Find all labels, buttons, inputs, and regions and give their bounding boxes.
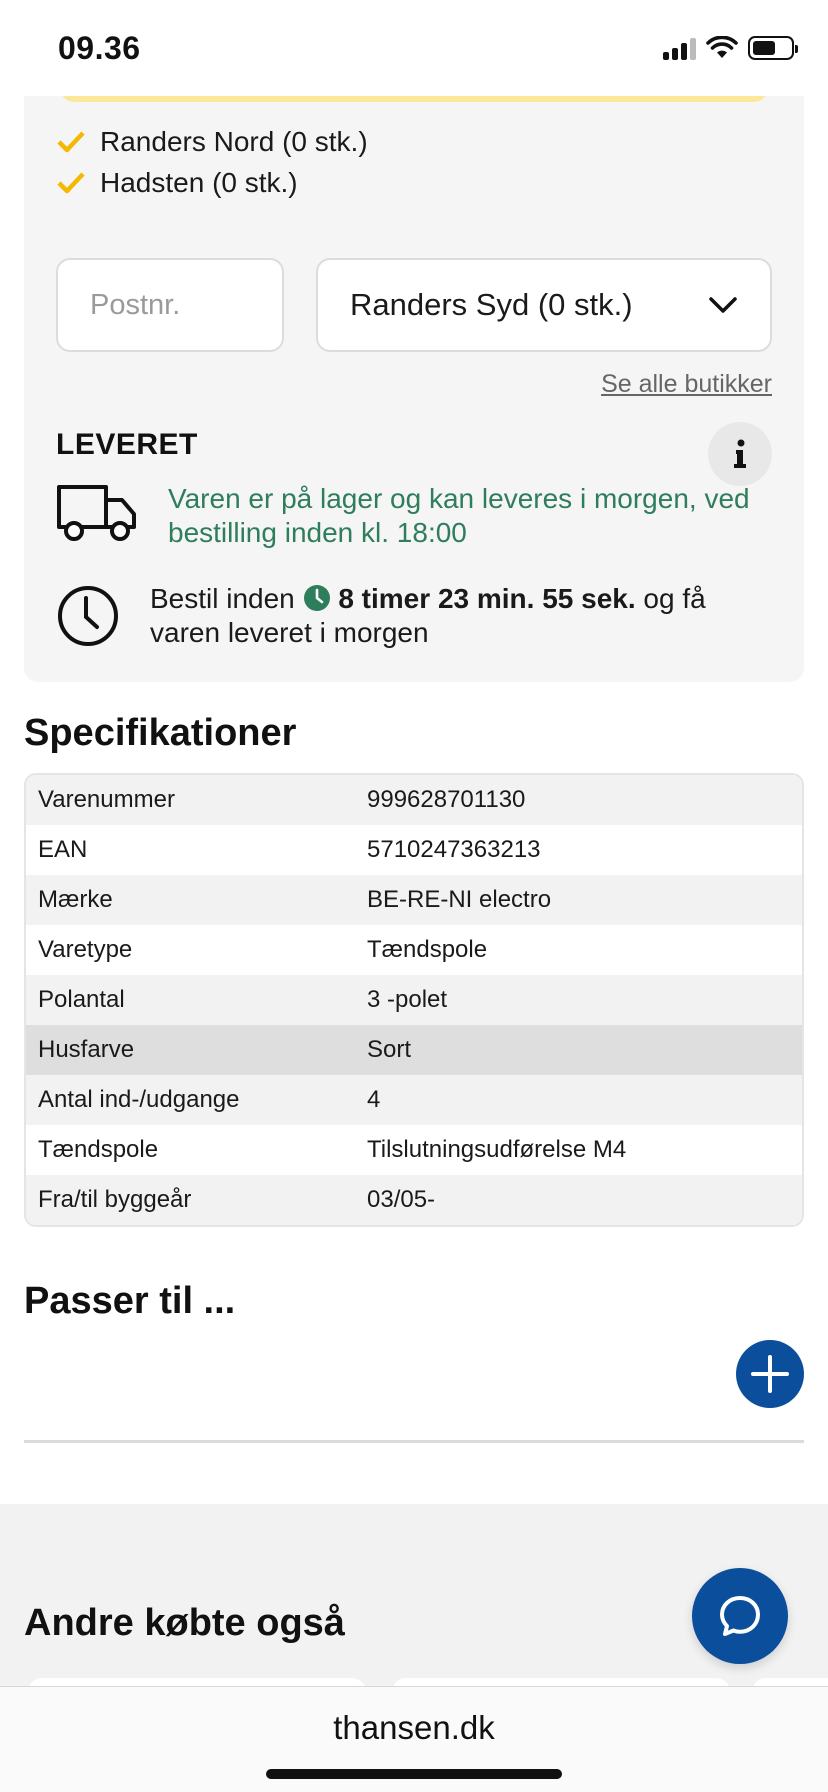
store-item: [56, 167, 298, 199]
specifications-title: Specifikationer: [24, 712, 297, 754]
info-icon: [733, 439, 747, 469]
table-row: Antal ind-/udgange 4: [26, 1075, 802, 1125]
table-row: Husfarve Sort: [26, 1025, 802, 1075]
divider: [24, 1440, 804, 1443]
url-text[interactable]: thansen.dk: [333, 1709, 495, 1746]
countdown-hours: 8 timer: [338, 583, 431, 614]
cellular-signal-icon: [663, 36, 696, 60]
clock-icon: [56, 584, 120, 648]
see-all-stores-link[interactable]: Se alle butikker: [601, 370, 772, 398]
table-row: Polantal 3 -polet: [26, 975, 802, 1025]
check-icon: [56, 127, 86, 157]
delivery-title: LEVERET: [56, 428, 198, 461]
status-time: 09.36: [58, 30, 141, 66]
chat-bubble-icon: [717, 1593, 763, 1639]
table-row: EAN 5710247363213: [26, 825, 802, 875]
store-select-value: Randers Syd (0 stk.): [350, 287, 633, 322]
countdown-text: Bestil inden 8 timer 23 min. 55 sek. og få varen leveret i morgen: [150, 583, 706, 648]
postnr-input[interactable]: [56, 258, 284, 352]
delivery-message: Varen er på lager og kan leveres i morgen, ved bestilling inden kl. 18:00: [168, 483, 750, 548]
store-item: [56, 126, 368, 158]
truck-icon: [56, 482, 138, 544]
fits-title: Passer til ...: [24, 1280, 236, 1322]
store-name: Hadsten (0 stk.): [100, 167, 298, 198]
home-indicator: [266, 1769, 562, 1779]
others-bought-title: Andre købte også: [24, 1602, 345, 1644]
table-row: Fra/til byggeår 03/05-: [26, 1175, 802, 1225]
battery-icon: [748, 36, 794, 60]
store-select[interactable]: [316, 258, 772, 352]
wifi-icon: [706, 36, 738, 60]
table-row: Mærke BE-RE-NI electro: [26, 875, 802, 925]
status-icons: [663, 36, 794, 60]
plus-icon: [750, 1354, 790, 1394]
store-stock-card: [24, 82, 804, 682]
expand-fits-button[interactable]: [736, 1340, 804, 1408]
info-button[interactable]: [708, 422, 772, 486]
status-bar: [0, 0, 828, 96]
chat-button[interactable]: [692, 1568, 788, 1664]
countdown-seconds: 55 sek.: [542, 583, 636, 614]
chevron-down-icon: [708, 295, 738, 315]
table-row: Tændspole Tilslutningsudførelse M4: [26, 1125, 802, 1175]
countdown-info: [56, 582, 772, 650]
countdown-minutes: 23 min.: [437, 583, 535, 614]
store-name: Randers Nord (0 stk.): [100, 126, 368, 157]
browser-address-bar[interactable]: [0, 1686, 828, 1792]
countdown-clock-icon: [303, 584, 331, 612]
delivery-info: [56, 482, 772, 550]
postnr-placeholder: Postnr.: [90, 288, 181, 321]
table-row: Varetype Tændspole: [26, 925, 802, 975]
table-row: Varenummer 999628701130: [26, 775, 802, 825]
check-icon: [56, 168, 86, 198]
specifications-table: [24, 773, 804, 1227]
